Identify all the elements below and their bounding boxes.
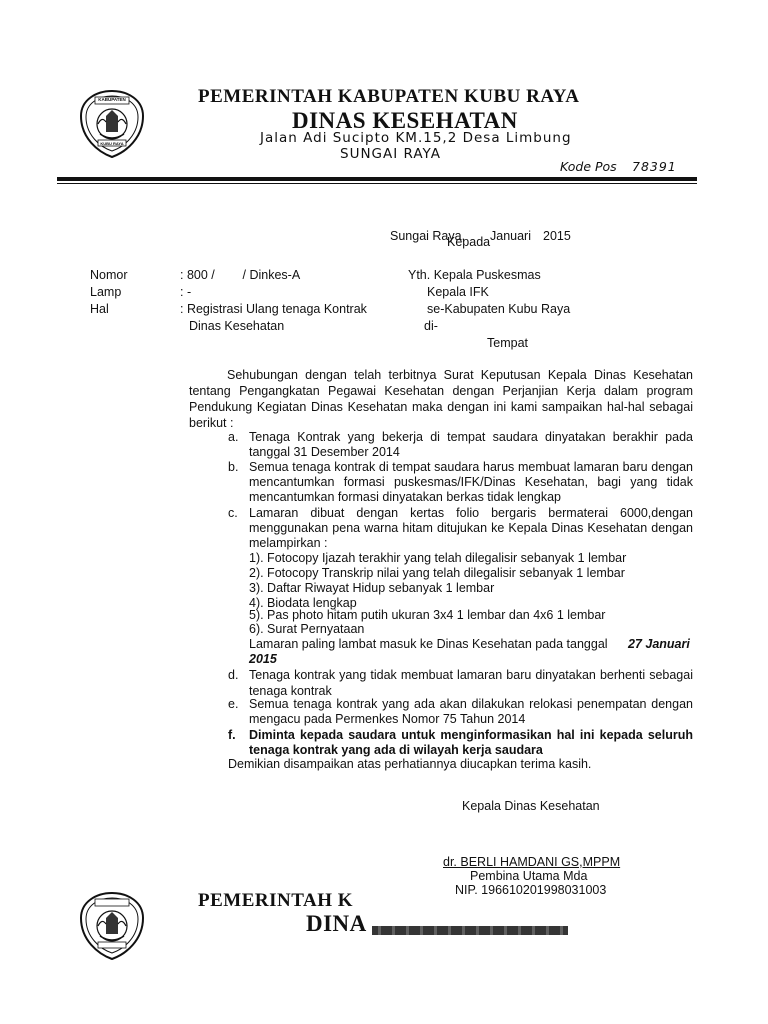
item-f-line-1: Diminta kepada saudara untuk menginformasikan hal ini kepada seluruh — [249, 728, 693, 742]
item-e-line-2: mengacu pada Permenkes Nomor 75 Tahun 2014 — [249, 712, 526, 726]
footer-letterhead-agency: DINA — [306, 911, 367, 936]
recipient-line2: Kepala IFK — [427, 285, 489, 299]
item-b-marker: b. — [228, 460, 239, 474]
lamp-value: : - — [180, 285, 192, 299]
item-c-sub-3: 3). Daftar Riwayat Hidup sebanyak 1 lembar — [249, 581, 495, 595]
nomor-value: : 800 / / Dinkes-A — [180, 268, 301, 282]
letterhead-rule-thick — [57, 177, 697, 181]
signature-nip: NIP. 196610201998031003 — [455, 883, 607, 897]
recipient-line3: se-Kabupaten Kubu Raya — [427, 302, 571, 316]
intro-line-2: tentang Pengangkatan Pegawai Kesehatan dengan Perjanjian Kerja dalam program — [189, 384, 693, 398]
logo-top-text: KABUPATEN — [98, 97, 126, 102]
item-c-line-2: menggunakan pena warna hitam ditujukan ke Kepala Dinas Kesehatan dengan — [249, 521, 693, 535]
date-place: Sungai Raya, — [390, 229, 466, 243]
hal-value-cont: Dinas Kesehatan — [189, 319, 285, 333]
item-d-line-1: Tenaga kontrak yang tidak membuat lamaran baru dinyatakan berhenti sebagai — [249, 668, 693, 682]
item-b-line-1: Semua tenaga kontrak di tempat saudara harus membuat lamaran baru dengan — [249, 460, 693, 474]
item-c-sub-6: 6). Surat Pernyataan — [249, 622, 365, 636]
letterhead-rule-thin — [57, 183, 697, 184]
lamp-label: Lamp — [90, 285, 122, 299]
item-a-line-1: Tenaga Kontrak yang bekerja di tempat saudara dinyatakan berakhir pada — [249, 430, 693, 444]
item-d-marker: d. — [228, 668, 239, 682]
kabupaten-logo — [76, 88, 148, 160]
item-e-line-1: Semua tenaga kontrak yang ada akan dilakukan relokasi penempatan dengan — [249, 697, 693, 711]
letterhead-address: Jalan Adi Sucipto KM.15,2 Desa Limbung — [260, 130, 572, 146]
recipient-di: di- — [424, 319, 438, 333]
kabupaten-logo-footer — [76, 890, 148, 962]
item-d-line-2: tenaga kontrak — [249, 684, 332, 698]
recipient-kepada: Kepada — [447, 235, 491, 249]
footer-obscured-text — [372, 926, 568, 935]
item-c-marker: c. — [228, 506, 238, 520]
item-c-line-1: Lamaran dibuat dengan kertas folio bergaris bermaterai 6000,dengan — [249, 506, 693, 520]
item-e-marker: e. — [228, 697, 239, 711]
signature-name: dr. BERLI HAMDANI GS,MPPM — [443, 855, 621, 869]
hal-label: Hal — [90, 302, 109, 316]
footer-letterhead-government: PEMERINTAH K — [198, 890, 354, 911]
logo-bottom-text: KUBU RAYA — [100, 141, 124, 146]
recipient-tempat: Tempat — [487, 336, 528, 350]
date-month: Januari — [490, 229, 531, 243]
recipient-yth: Yth. Kepala Puskesmas — [408, 268, 541, 282]
item-b-line-3: mencantumkan formasi dinyatakan berkas tidak lengkap — [249, 490, 561, 504]
item-c-sub-5: 5). Pas photo hitam putih ukuran 3x4 1 lembar dan 4x6 1 lembar — [249, 608, 606, 622]
nomor-label: Nomor — [90, 268, 128, 282]
signature-title: Kepala Dinas Kesehatan — [462, 799, 600, 813]
letterhead-city: SUNGAI RAYA — [340, 146, 441, 162]
intro-line-1: Sehubungan dengan telah terbitnya Surat Keputusan Kepala Dinas Kesehatan — [227, 368, 693, 382]
item-f-line-2: tenaga kontrak yang ada di wilayah kerja saudara — [249, 743, 543, 757]
item-b-line-2: mencantumkan formasi puskesmas/IFK/Dinas Kesehatan, bagi yang tidak — [249, 475, 693, 489]
item-c-sub-4: 4). Biodata lengkap — [249, 596, 357, 610]
date-year: 2015 — [543, 229, 571, 243]
intro-line-3: Pendukung Kegiatan Dinas Kesehatan maka dengan ini kami sampaikan hal-hal sebagai — [189, 400, 693, 414]
item-c-sub-1: 1). Fotocopy Ijazah terakhir yang telah dilegalisir sebanyak 1 lembar — [249, 551, 627, 565]
letterhead-agency: DINAS KESEHATAN — [292, 108, 518, 133]
item-a-marker: a. — [228, 430, 239, 444]
signature-rank: Pembina Utama Mda — [470, 869, 588, 883]
hal-value: : Registrasi Ulang tenaga Kontrak — [180, 302, 367, 316]
item-c-deadline-year: 2015 — [249, 652, 277, 666]
item-c-deadline-date: 27 Januari — [628, 637, 690, 651]
item-c-deadline: Lamaran paling lambat masuk ke Dinas Kesehatan pada tanggal — [249, 637, 608, 651]
closing-line: Demikian disampaikan atas perhatiannya diucapkan terima kasih. — [228, 757, 592, 771]
item-a-line-2: tanggal 31 Desember 2014 — [249, 445, 400, 459]
postal-label: Kode Pos — [560, 159, 617, 174]
letterhead-government: PEMERINTAH KABUPATEN KUBU RAYA — [198, 86, 580, 107]
item-f-marker: f. — [228, 728, 236, 742]
item-c-sub-2: 2). Fotocopy Transkrip nilai yang telah dilegalisir sebanyak 1 lembar — [249, 566, 625, 580]
intro-line-4: berikut : — [189, 416, 234, 430]
postal-code: 78391 — [632, 159, 677, 174]
item-c-line-3: melampirkan : — [249, 536, 328, 550]
